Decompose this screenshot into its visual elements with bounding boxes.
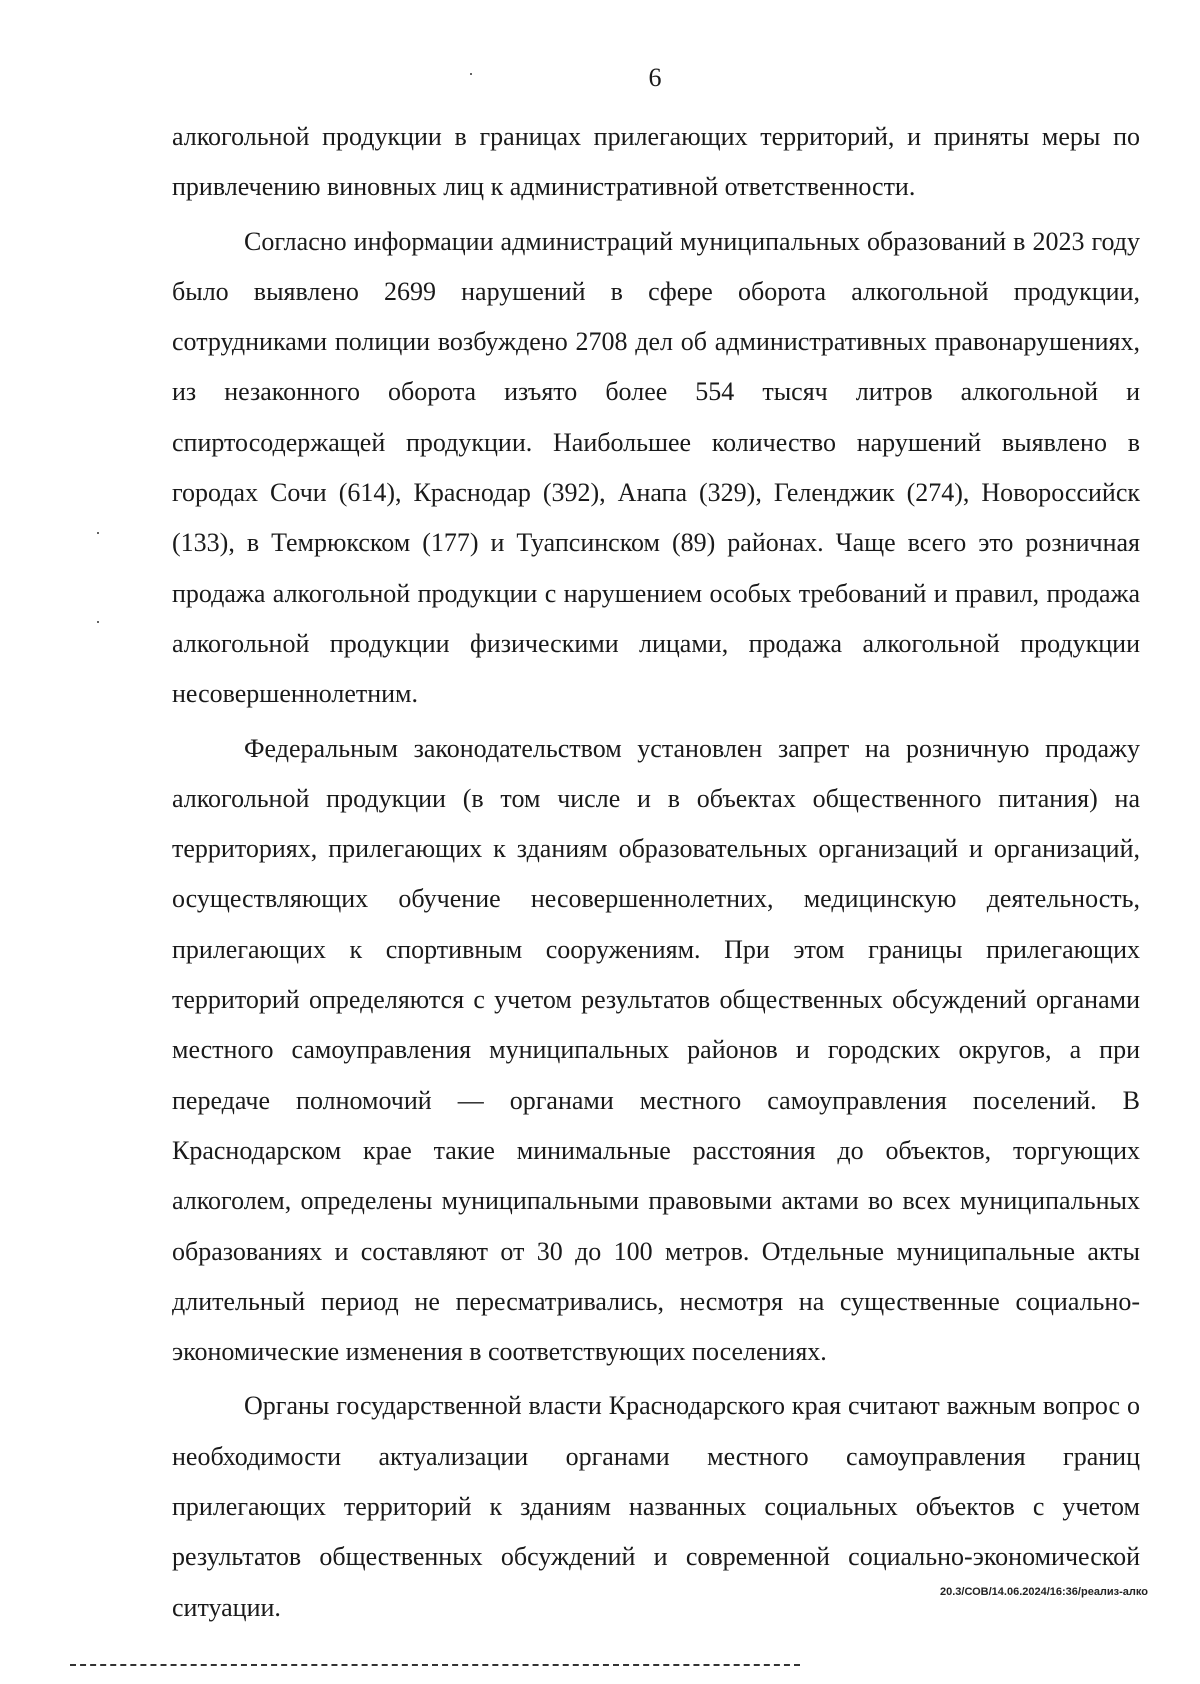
paragraph-continuation: алкогольной продукции в границах прилегающих территорий, и приняты меры по привлечению виновных лиц к административной ответственности. [172,122,1140,202]
scan-edge-line [70,1664,800,1666]
scan-speck [97,532,99,534]
page-number: 6 [648,63,662,92]
paragraph-violations-statistics: Согласно информации администраций муниципальных образований в 2023 году было выявлено 2699 нарушений в сфере оборота алкогольной продукции, сотрудниками полиции возбуждено 2708 дел об административных правонарушениях, из незаконного оборота изъято более 554 тысяч литров алкогольной и спиртосодержащей продукции. Наибольшее количество нарушений выявлено в городах Сочи (614), Краснодар (392), Анапа (329), Геленджик (274), Новороссийск (133), в Темрюкском (177) и Туапсинском (89) районах. Чаще всего это розничная продажа алкогольной продукции с нарушением особых требований и правил, продажа алкогольной продукции физическими лицами, продажа алкогольной продукции несовершеннолетним. [172,226,1140,709]
document-footer-code: 20.3/СОВ/14.06.2024/16:36/реализ-алко [939,1586,1148,1598]
scan-speck [97,621,99,623]
document-body [172,112,1140,1637]
paragraph-authorities-position: Органы государственной власти Краснодарского края считают важным вопрос о необходимости актуализации органами местного самоуправления границ прилегающих территорий к зданиям названных социальных объектов с учетом результатов общественных обсуждений и современной социально-экономической ситуации. [172,1391,1140,1622]
paragraph-federal-restrictions: Федеральным законодательством установлен запрет на розничную продажу алкогольной продукции (в том числе и в объектах общественного питания) на территориях, прилегающих к зданиям образовательных организаций и организаций, осуществляющих обучение несовершеннолетних, медицинскую деятельность, прилегающих к спортивным сооружениям. При этом границы прилегающих территорий определяются с учетом результатов общественных обсуждений органами местного самоуправления муниципальных районов и городских округов, а при передаче полномочий — органами местного самоуправления поселений. В Краснодарском крае такие минимальные расстояния до объектов, торгующих алкоголем, определены муниципальными правовыми актами во всех муниципальных образованиях и составляют от 30 до 100 метров. Отдельные муниципальные акты длительный период не пересматривались, несмотря на существенные социально-экономические изменения в соответствующих поселениях. [172,733,1140,1367]
